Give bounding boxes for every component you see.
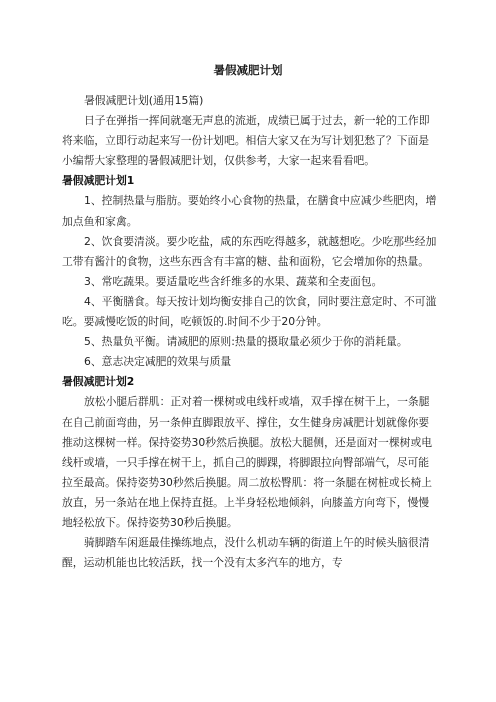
paragraph: 骑脚踏车闲逛最佳操练地点，没什么机动车辆的街道上午的时候头脑很清醒，运动机能也比较活跃，找一个没有太多汽车的地方，专 (62, 536, 430, 570)
paragraph: 放松小腿后群肌：正对着一棵树或电线杆或墙，双手撑在树干上，一条腿在自己前面弯曲，另一条伸直脚跟放平、撑住，女生健身房减肥计划就像你要推动这棵树一样。保持姿势30秒然后换腿。放松大腿侧，还是面对一棵树或电线杆或墙，一只手撑在树干上，抓自己的脚踝，将脚跟拉向臀部端气，尽可能拉至最高。保持姿势30秒然后换腿。周二放松臀肌：将一条腿在树桩或长椅上放直，另一条站在地上保持直挺。上半身轻松地倾斜，向膝盖方向弯下，慢慢地轻松放下。保持姿势30秒后换腿。 (62, 395, 433, 529)
paragraph: 2、饮食要清淡。要少吃盐，咸的东西吃得越多，就越想吃。少吃那些经加工带有酱汁的食物，这些东西含有丰富的糖、盐和面粉，它会增加你的热量。 (62, 234, 437, 268)
section-heading: 暑假减肥计划1 (62, 174, 135, 188)
paragraph: 4、平衡膳食。每天按计划均衡安排自己的饮食，同时要注意定时、不可滥吃。要减慢吃饭的时间，吃顿饭的.时间不少于20分钟。 (62, 294, 437, 329)
document-body (62, 91, 438, 573)
paragraph: 暑假减肥计划(通用15篇) (84, 94, 204, 107)
paragraph: 1、控制热量与脂肪。要始终小心食物的热量，在膳食中应减少些肥肉，增加点鱼和家禽。 (62, 194, 437, 228)
paragraph: 6、意志决定减肥的效果与质量 (84, 355, 232, 369)
paragraph: 5、热量负平衡。请减肥的原则:热量的摄取量必须少于你的消耗量。 (84, 335, 408, 349)
paragraph: 3、常吃蔬果。要适量吃些含纤维多的水果、蔬菜和全麦面包。 (84, 274, 383, 288)
section-heading: 暑假减肥计划2 (62, 375, 135, 389)
document-title: 暑假减肥计划 (213, 63, 283, 77)
paragraph: 日子在弹指一挥间就毫无声息的流逝，成绩已属于过去，新一轮的工作即将来临，立即行动起来写一份计划吧。相信大家又在为写计划犯愁了？下面是小编帮大家整理的暑假减肥计划，仅供参考，大家一起来看看吧。 (62, 114, 430, 168)
